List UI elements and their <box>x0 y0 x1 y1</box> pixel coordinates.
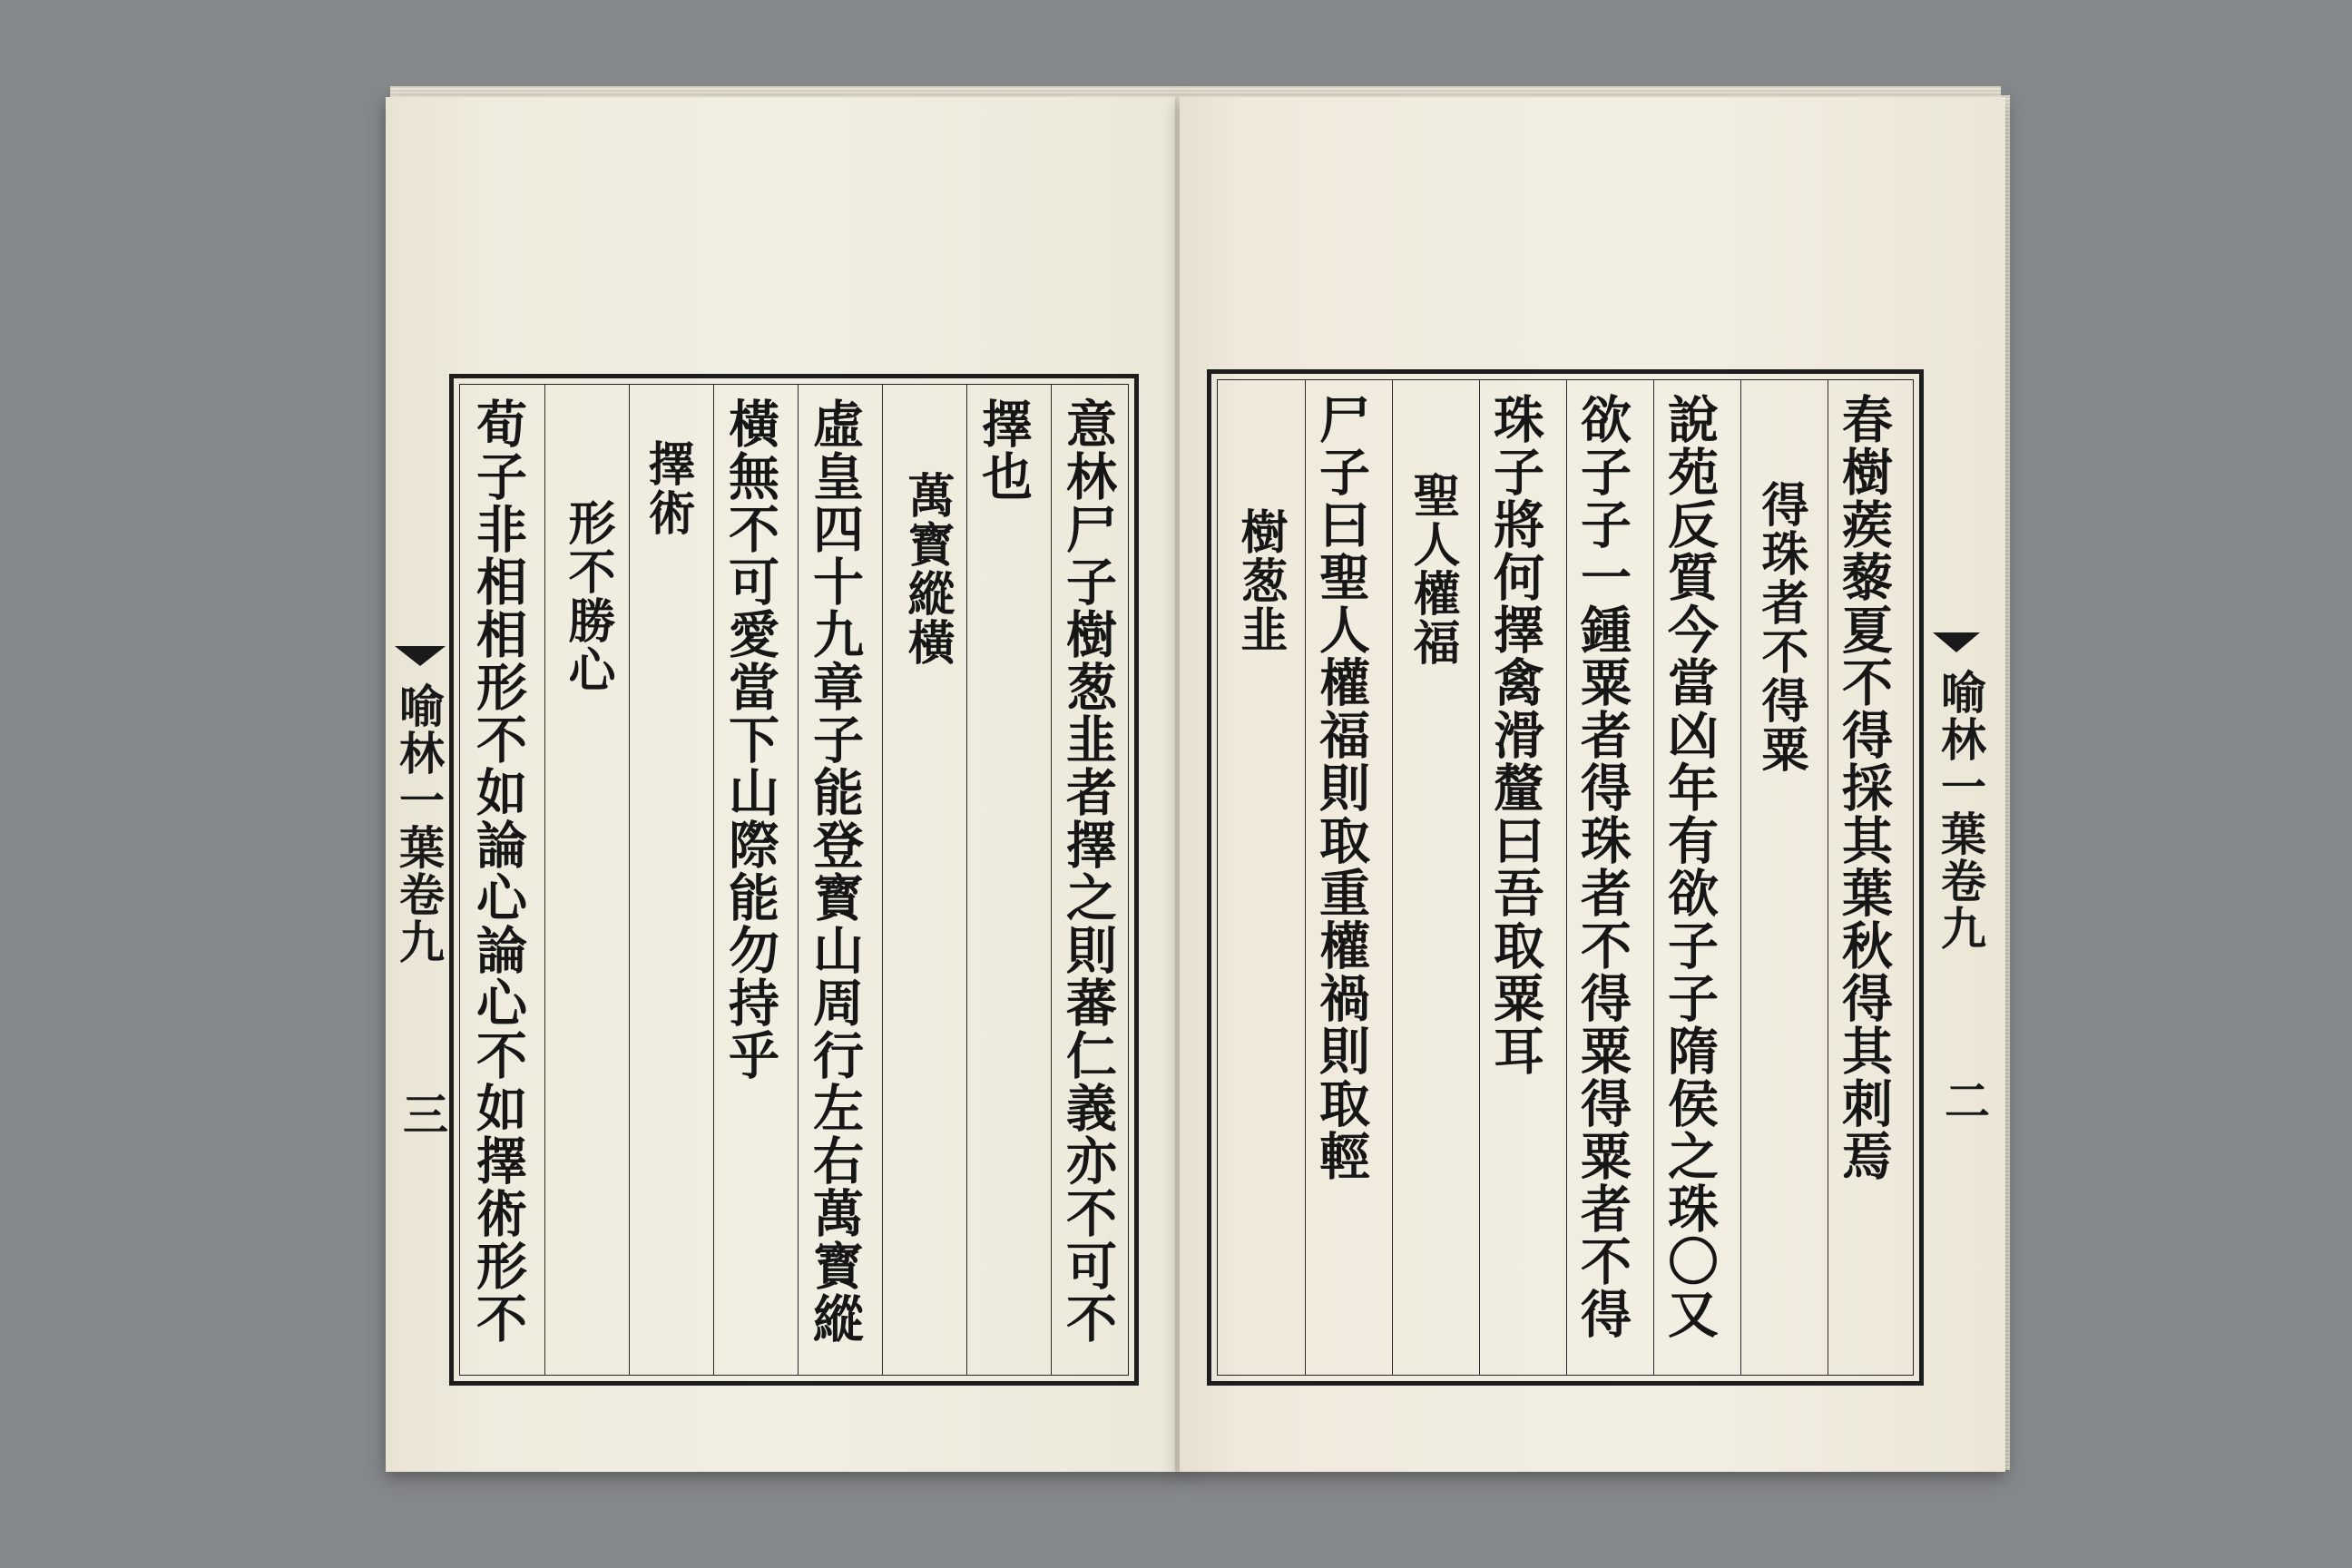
open-book <box>368 86 2010 1484</box>
left-page <box>386 97 1184 1472</box>
right-margin-page-number: 二 <box>1937 1077 1991 1124</box>
right-column-6-subheading: 聖人權福 <box>1405 471 1460 667</box>
right-column-1: 春樹蒺藜夏不得採其葉秋得其刺焉 <box>1834 393 1894 1182</box>
right-inner-frame <box>1217 379 1914 1376</box>
right-text-frame <box>1207 369 1924 1386</box>
right-column-5: 珠子將何擇禽滑釐曰吾取粟耳 <box>1485 393 1545 1077</box>
left-column-7-subheading: 形不勝心 <box>560 498 615 694</box>
right-column-8-subheading: 樹葱韭 <box>1232 507 1288 654</box>
fishtail-mark <box>395 646 446 666</box>
left-column-3-subheading: 萬寳縱橫 <box>899 471 955 667</box>
left-column-4: 虛皇四十九章子能登寳山周行左右萬寳縱 <box>805 397 865 1345</box>
left-inner-frame <box>459 384 1129 1376</box>
left-column-2: 擇也 <box>974 397 1034 503</box>
right-page <box>1180 97 2005 1472</box>
right-column-2-subheading: 得珠者不得粟 <box>1753 480 1808 774</box>
left-margin-page-number: 三 <box>396 1091 449 1138</box>
right-column-4: 欲子子一鍾粟者得珠者不得粟得粟者不得 <box>1573 393 1632 1340</box>
left-text-frame <box>449 374 1139 1386</box>
right-page-margin-heading <box>1926 369 1998 1467</box>
left-column-8: 荀子非相相形不如論心論心不如擇術形不 <box>468 397 528 1345</box>
left-margin-title: 喻林一葉卷九 <box>392 682 446 965</box>
fishtail-mark-right <box>1933 632 1980 652</box>
left-page-margin-heading <box>386 374 451 1472</box>
left-column-1: 意林尸子樹葱韭者擇之則蕃仁義亦不可不 <box>1058 397 1118 1345</box>
right-margin-title: 喻林一葉卷九 <box>1934 669 1987 952</box>
left-column-5: 橫無不可愛當下山際能勿持乎 <box>720 397 780 1082</box>
left-column-6-heading: 擇術 <box>640 439 695 537</box>
right-column-3: 說苑反質今當凶年有欲子子隋侯之珠〇又 <box>1660 393 1720 1340</box>
right-column-7: 尸子曰聖人權福則取重權禍則取輕 <box>1311 393 1371 1182</box>
